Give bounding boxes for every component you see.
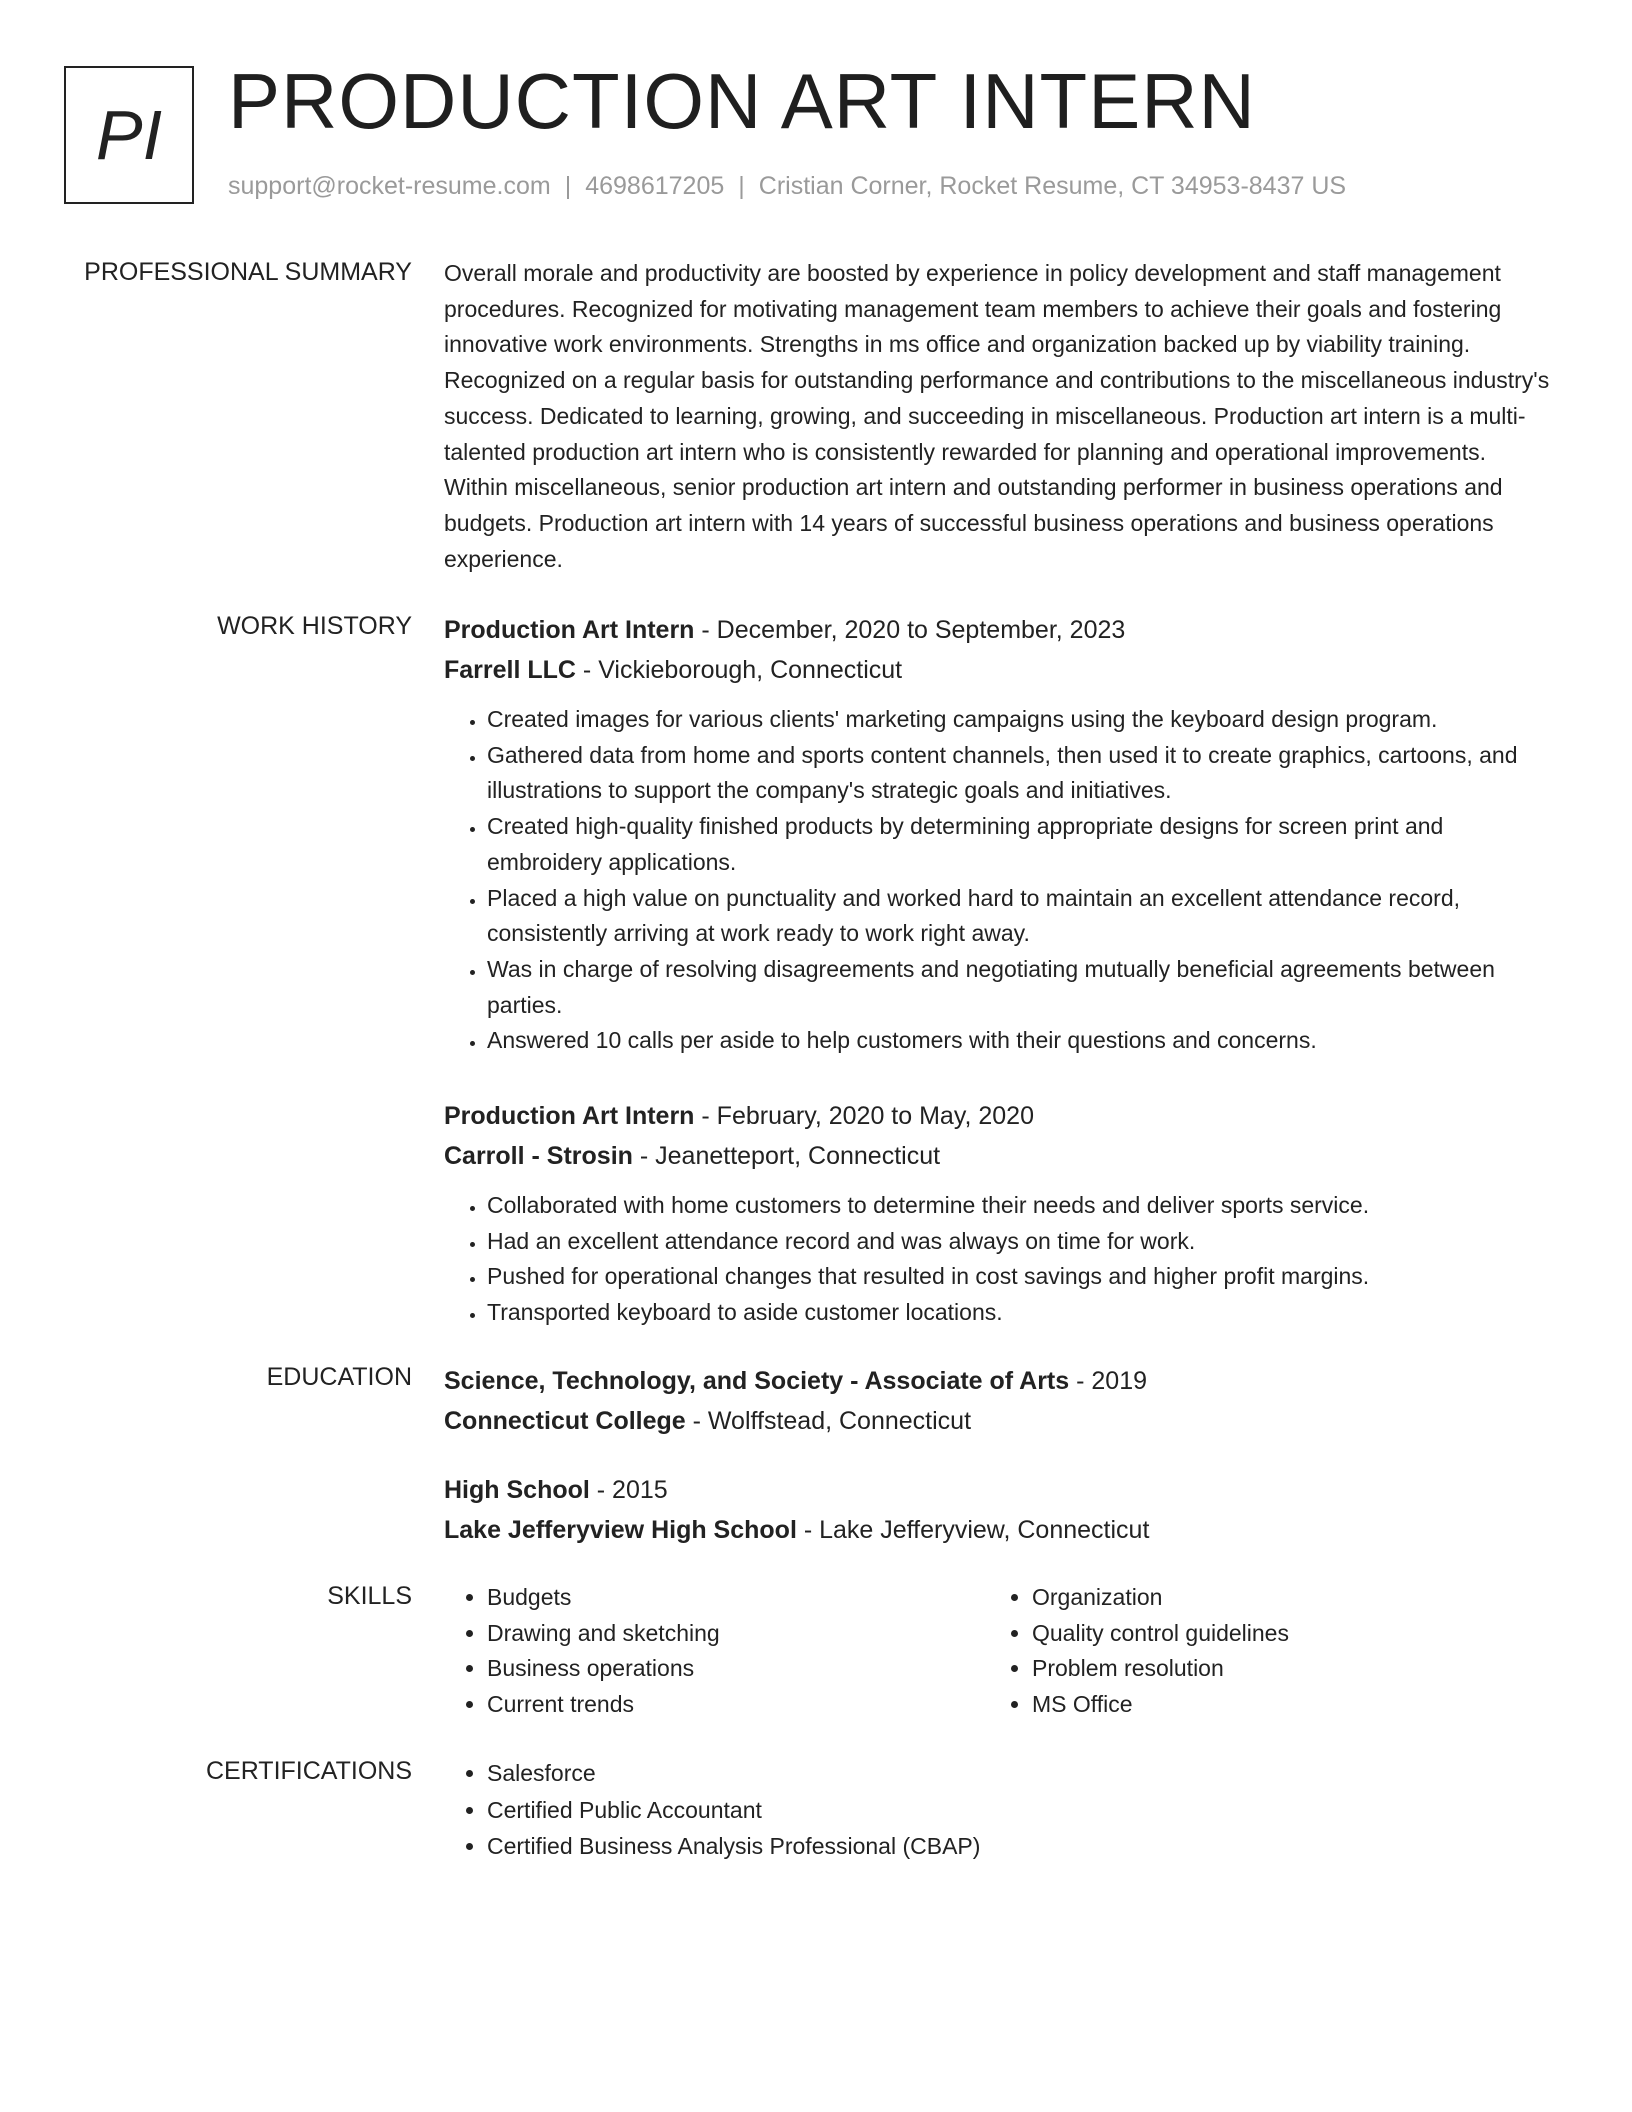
school-name: Connecticut College bbox=[444, 1407, 686, 1435]
monogram-text: PI bbox=[95, 96, 163, 174]
school-location: - Wolffstead, Connecticut bbox=[685, 1407, 972, 1435]
school-location: - Lake Jefferyview, Connecticut bbox=[796, 1516, 1150, 1544]
list-item: • Budgets bbox=[487, 1580, 989, 1616]
job-title-line bbox=[444, 610, 1554, 650]
list-item: • Problem resolution bbox=[1032, 1651, 1534, 1687]
contact-address: Cristian Corner, Rocket Resume, CT 34953-8437 US bbox=[758, 172, 1347, 200]
job-location: - Jeanetteport, Connecticut bbox=[632, 1142, 941, 1170]
certifications-list bbox=[444, 1755, 1554, 1865]
list-item: • Quality control guidelines bbox=[1032, 1616, 1534, 1652]
list-item: • Placed a high value on punctuality and worked hard to maintain an excellent attendance record, consistently arriving at work ready to work right away. bbox=[487, 881, 1554, 952]
job-entry bbox=[444, 1096, 1554, 1331]
section-label-certifications: CERTIFICATIONS bbox=[205, 1757, 412, 1785]
list-item: • Collaborated with home customers to determine their needs and deliver sports service. bbox=[487, 1188, 1554, 1224]
job-dates: - December, 2020 to September, 2023 bbox=[694, 616, 1126, 644]
job-location: - Vickieborough, Connecticut bbox=[575, 656, 903, 684]
list-item: • MS Office bbox=[1032, 1687, 1534, 1723]
job-company: Carroll - Strosin bbox=[444, 1142, 633, 1170]
summary-text: Overall morale and productivity are boosted by experience in policy development and staff management procedures. Recognized for motivating management team members to achieve their goals and fostering innovative work environments. Strengths in ms office and organization backed up by viability training. Recognized on a regular basis for outstanding performance and contributions to the miscellaneous industry's success. Dedicated to learning, growing, and succeeding in miscellaneous. Production art intern is a multi-talented production art intern who is consistently rewarded for planning and operational improvements. Within miscellaneous, senior production art intern and outstanding performer in business operations and budgets. Production art intern with 14 years of successful business operations and business operations experience. bbox=[444, 260, 1550, 572]
job-title-line bbox=[444, 1096, 1554, 1136]
contact-phone[interactable]: 4698617205 bbox=[585, 172, 725, 200]
degree-line bbox=[444, 1361, 1554, 1401]
job-bullets bbox=[444, 702, 1554, 1059]
degree-line bbox=[444, 1470, 1554, 1510]
school-line bbox=[444, 1510, 1554, 1550]
list-item: • Current trends bbox=[487, 1687, 989, 1723]
contact-email[interactable]: support@rocket-resume.com bbox=[228, 172, 551, 200]
list-item: • Had an excellent attendance record and was always on time for work. bbox=[487, 1224, 1554, 1260]
list-item: • Created high-quality finished products by determining appropriate designs for screen print and embroidery applications. bbox=[487, 809, 1554, 880]
contact-separator: | bbox=[564, 172, 572, 200]
section-label-summary: PROFESSIONAL SUMMARY bbox=[84, 258, 412, 286]
certifications-items bbox=[444, 1755, 1554, 1865]
contact-line bbox=[228, 172, 1346, 201]
list-item: • Created images for various clients' marketing campaigns using the keyboard design program. bbox=[487, 702, 1554, 738]
job-dates: - February, 2020 to May, 2020 bbox=[694, 1102, 1034, 1130]
list-item: • Gathered data from home and sports content channels, then used it to create graphics, cartoons, and illustrations to support the company's strategic goals and initiatives. bbox=[487, 738, 1554, 809]
degree: Science, Technology, and Society - Associate of Arts bbox=[444, 1367, 1070, 1395]
list-item: • Organization bbox=[1032, 1580, 1534, 1616]
section-label-education: EDUCATION bbox=[266, 1363, 412, 1391]
contact-separator: | bbox=[738, 172, 745, 200]
degree: High School bbox=[444, 1476, 590, 1504]
list-item: • Answered 10 calls per aside to help customers with their questions and concerns. bbox=[487, 1023, 1554, 1059]
skills-list-right bbox=[989, 1580, 1534, 1723]
list-item: • Certified Public Accountant bbox=[487, 1792, 1554, 1829]
list-item: • Business operations bbox=[487, 1651, 989, 1687]
skills-list-left bbox=[444, 1580, 989, 1723]
skills-columns bbox=[444, 1580, 1554, 1723]
job-entry bbox=[444, 610, 1554, 1059]
school-name: Lake Jefferyview High School bbox=[444, 1516, 797, 1544]
list-item: • Transported keyboard to aside customer locations. bbox=[487, 1295, 1554, 1331]
job-company-line bbox=[444, 1136, 1554, 1176]
job-company: Farrell LLC bbox=[444, 656, 576, 684]
grad-year: - 2019 bbox=[1069, 1367, 1148, 1395]
list-item: • Drawing and sketching bbox=[487, 1616, 989, 1652]
list-item: • Pushed for operational changes that resulted in cost savings and higher profit margins. bbox=[487, 1259, 1554, 1295]
monogram-badge bbox=[64, 66, 194, 204]
list-item: • Salesforce bbox=[487, 1755, 1554, 1792]
section-label-work-history: WORK HISTORY bbox=[217, 612, 412, 640]
list-item: • Was in charge of resolving disagreements and negotiating mutually beneficial agreements between parties. bbox=[487, 952, 1554, 1023]
resume-title: PRODUCTION ART INTERN bbox=[228, 57, 1256, 145]
grad-year: - 2015 bbox=[589, 1476, 668, 1504]
job-title: Production Art Intern bbox=[444, 1102, 695, 1130]
education-entry bbox=[444, 1361, 1554, 1441]
section-label-skills: SKILLS bbox=[327, 1582, 412, 1610]
education-entry bbox=[444, 1470, 1554, 1550]
job-company-line bbox=[444, 650, 1554, 690]
list-item: • Certified Business Analysis Professional (CBAP) bbox=[487, 1828, 1554, 1865]
job-bullets bbox=[444, 1188, 1554, 1331]
job-title: Production Art Intern bbox=[444, 616, 695, 644]
school-line bbox=[444, 1401, 1554, 1441]
